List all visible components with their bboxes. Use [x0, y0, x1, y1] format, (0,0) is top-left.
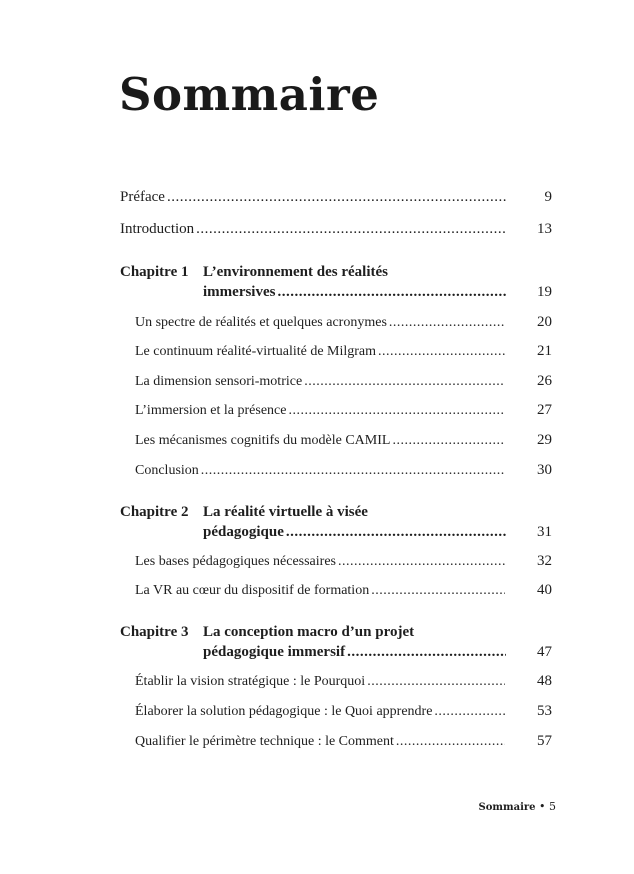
toc-section[interactable] [135, 701, 552, 722]
toc-entry-label: Préface [120, 189, 165, 205]
toc-entry-preface[interactable] [120, 187, 552, 207]
section-page: 21 [537, 343, 552, 359]
section-label: Élaborer la solution pédagogique : le Quoi apprendre [135, 704, 433, 719]
toc-section[interactable] [135, 312, 552, 333]
section-label: Un spectre de réalités et quelques acronymes [135, 315, 387, 330]
chapter-title-line2: immersives [203, 284, 276, 300]
section-label: Qualifier le périmètre technique : le Comment [135, 734, 394, 749]
toc-section[interactable] [135, 731, 552, 752]
section-page: 26 [537, 373, 552, 389]
chapter-page: 19 [537, 284, 552, 300]
chapter-number: Chapitre 3 [120, 624, 189, 640]
leader-dots [338, 552, 505, 572]
leader-dots [196, 219, 506, 239]
leader-dots [392, 431, 505, 451]
toc-section[interactable] [135, 671, 552, 692]
section-page: 32 [537, 553, 552, 569]
section-label: Établir la vision stratégique : le Pourquoi [135, 674, 366, 689]
toc-section[interactable] [135, 551, 552, 572]
section-label: La VR au cœur du dispositif de formation [135, 583, 370, 598]
section-page: 48 [537, 673, 552, 689]
chapter-number: Chapitre 1 [120, 264, 189, 280]
section-label: La dimension sensori-motrice [135, 374, 303, 389]
section-page: 30 [537, 462, 552, 478]
section-page: 40 [537, 582, 552, 598]
chapter-title-line1: L’environnement des réalités [203, 264, 388, 280]
section-label: Conclusion [135, 463, 199, 478]
leader-dots [389, 313, 505, 333]
section-label: Le continuum réalité-virtualité de Milgram [135, 344, 377, 359]
chapter-page: 47 [537, 644, 552, 660]
leader-dots [371, 581, 505, 601]
page-title: Sommaire [119, 68, 380, 121]
section-label: L’immersion et la présence [135, 403, 287, 418]
toc-section[interactable] [135, 430, 552, 451]
leader-dots [201, 461, 505, 481]
toc-section[interactable] [135, 460, 552, 481]
section-page: 20 [537, 314, 552, 330]
footer-page-number: 5 [549, 800, 556, 813]
leader-dots [378, 342, 505, 362]
toc-entry-label: Introduction [120, 221, 195, 237]
section-page: 29 [537, 432, 552, 448]
toc-section[interactable] [135, 400, 552, 421]
leader-dots [277, 282, 506, 303]
section-page: 27 [537, 402, 552, 418]
toc-entry-page: 13 [537, 221, 552, 237]
leader-dots [396, 732, 505, 752]
section-page: 53 [537, 703, 552, 719]
footer-label: Sommaire [478, 802, 536, 813]
leader-dots [286, 522, 506, 543]
section-label: Les mécanismes cognitifs du modèle CAMIL [135, 433, 391, 448]
page-footer [479, 800, 556, 813]
toc-entry-page: 9 [544, 189, 552, 205]
leader-dots [304, 372, 505, 392]
toc-section[interactable] [135, 341, 552, 362]
leader-dots [367, 672, 505, 692]
leader-dots [347, 642, 506, 663]
footer-bullet: • [539, 800, 546, 813]
toc-section[interactable] [135, 371, 552, 392]
chapter-number: Chapitre 2 [120, 504, 189, 520]
leader-dots [434, 702, 505, 722]
chapter-title-line2: pédagogique [203, 524, 284, 540]
section-label: Les bases pédagogiques nécessaires [135, 554, 336, 569]
chapter-title-line1: La réalité virtuelle à visée [203, 504, 368, 520]
toc-entry-introduction[interactable] [120, 219, 552, 239]
leader-dots [167, 187, 506, 207]
leader-dots [288, 401, 505, 421]
section-page: 57 [537, 733, 552, 749]
chapter-page: 31 [537, 524, 552, 540]
toc-section[interactable] [135, 580, 552, 601]
chapter-title-line2: pédagogique immersif [203, 644, 346, 660]
chapter-title-line1: La conception macro d’un projet [203, 624, 415, 640]
